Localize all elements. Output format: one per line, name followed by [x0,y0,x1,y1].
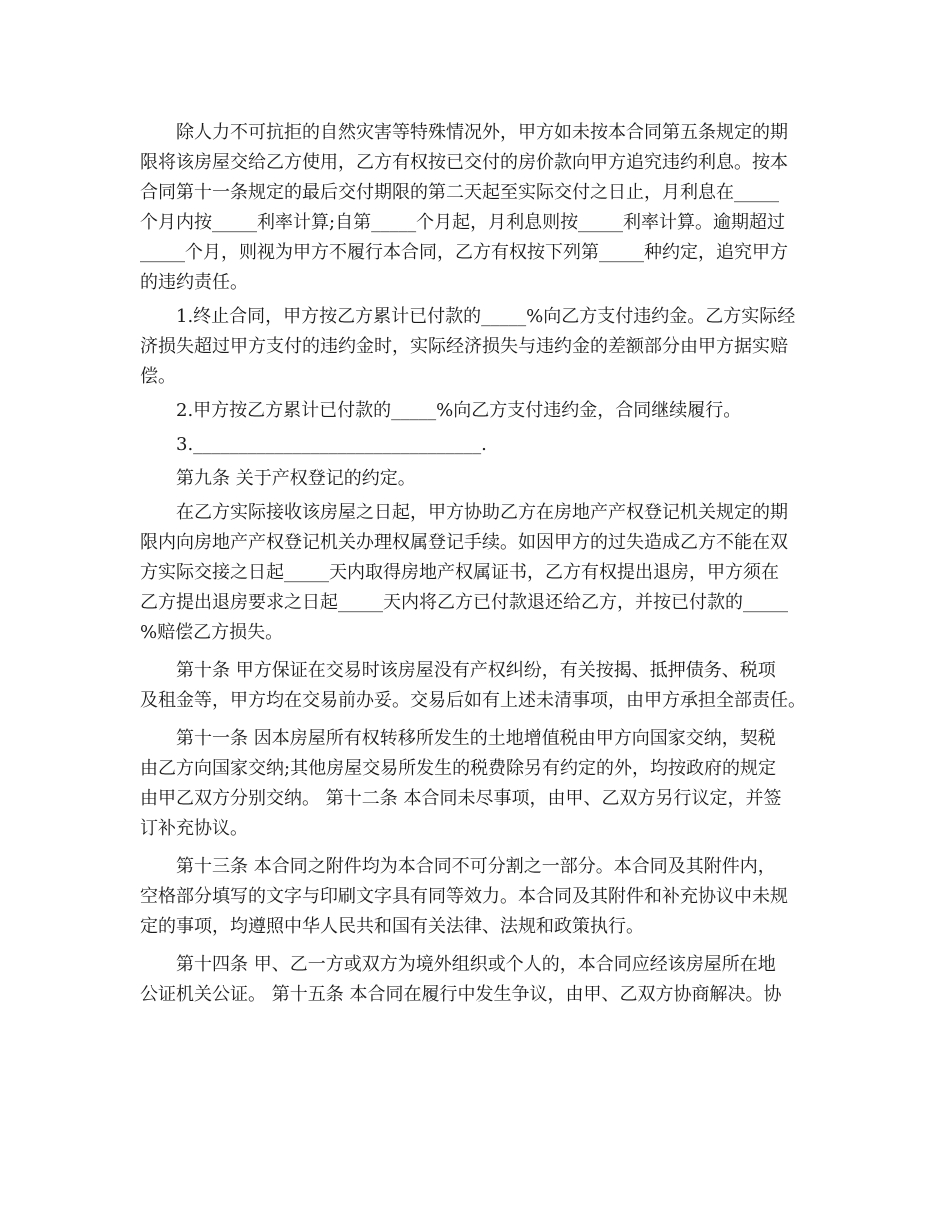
text-line: 空格部分填写的文字与印刷文字具有同等效力。本合同及其附件和补充协议中未规 [140,886,788,907]
contract-page [140,118,813,1010]
text-line: 第十一条 因本房屋所有权转移所发生的土地增值税由甲方向国家交纳，契税 [176,728,776,749]
article-14-15 [140,950,813,1010]
text-line: 限将该房屋交给乙方使用，乙方有权按已交付的房价款向甲方追究违约利息。按本 [140,152,788,173]
text-line: 除人力不可抗拒的自然灾害等特殊情况外，甲方如未按本合同第五条规定的期 [176,122,788,143]
text-line: 合同第十一条规定的最后交付期限的第二天起至实际交付之日止，月利息在_____ [140,182,779,203]
text-line: 由乙方向国家交纳;其他房屋交易所发生的税费除另有约定的外，均按政府的规定 [140,758,777,779]
text-line: 限内向房地产产权登记机关办理权属登记手续。如因甲方的过失造成乙方不能在双 [140,532,788,553]
list-item-1 [140,302,813,392]
article-9-title: 第九条 关于产权登记的约定。 [176,468,416,489]
paragraph-delay-penalty [140,118,813,298]
article-9-body [140,498,813,648]
list-item-3: 3.________________________________. [176,434,487,455]
article-13 [140,852,813,942]
text-line: 及租金等，甲方均在交易前办妥。交易后如有上述未清事项，由甲方承担全部责任。 [140,690,806,711]
text-line: 由甲乙双方分别交纳。 第十二条 本合同未尽事项，由甲、乙双方另行议定，并签 [140,788,782,809]
text-line: 乙方提出退房要求之日起_____天内将乙方已付款退还给乙方，并按已付款的_____ [140,592,788,613]
text-line: 第十四条 甲、乙一方或双方为境外组织或个人的，本合同应经该房屋所在地 [176,954,776,975]
text-line: 在乙方实际接收该房屋之日起，甲方协助乙方在房地产产权登记机关规定的期 [176,502,788,523]
text-line: 方实际交接之日起_____天内取得房地产权属证书，乙方有权提出退房，甲方须在 [140,562,779,583]
text-line: 偿。 [140,366,176,387]
text-line: 第十条 甲方保证在交易时该房屋没有产权纠纷，有关按揭、抵押债务、税项 [176,660,776,681]
text-line: 订补充协议。 [140,818,248,839]
text-line: 公证机关公证。 第十五条 本合同在履行中发生争议，由甲、乙双方协商解决。协 [140,984,782,1005]
text-line: 第十三条 本合同之附件均为本合同不可分割之一部分。本合同及其附件内， [176,856,776,877]
text-line: 个月内按_____利率计算;自第_____个月起，月利息则按_____利率计算。逾期超过 [140,212,786,233]
article-10 [140,656,813,716]
text-line: 1.终止合同，甲方按乙方累计已付款的_____%向乙方支付违约金。乙方实际经 [176,306,796,327]
text-line: 的违约责任。 [140,272,248,293]
list-item-2: 2.甲方按乙方累计已付款的_____%向乙方支付违约金，合同继续履行。 [176,400,742,421]
text-line: _____个月，则视为甲方不履行本合同，乙方有权按下列第_____种约定，追究甲方 [140,242,788,263]
text-line: 济损失超过甲方支付的违约金时，实际经济损失与违约金的差额部分由甲方据实赔 [140,336,788,357]
text-line: %赔偿乙方损失。 [140,622,284,643]
article-11-12 [140,724,813,844]
text-line: 定的事项，均遵照中华人民共和国有关法律、法规和政策执行。 [140,916,644,937]
